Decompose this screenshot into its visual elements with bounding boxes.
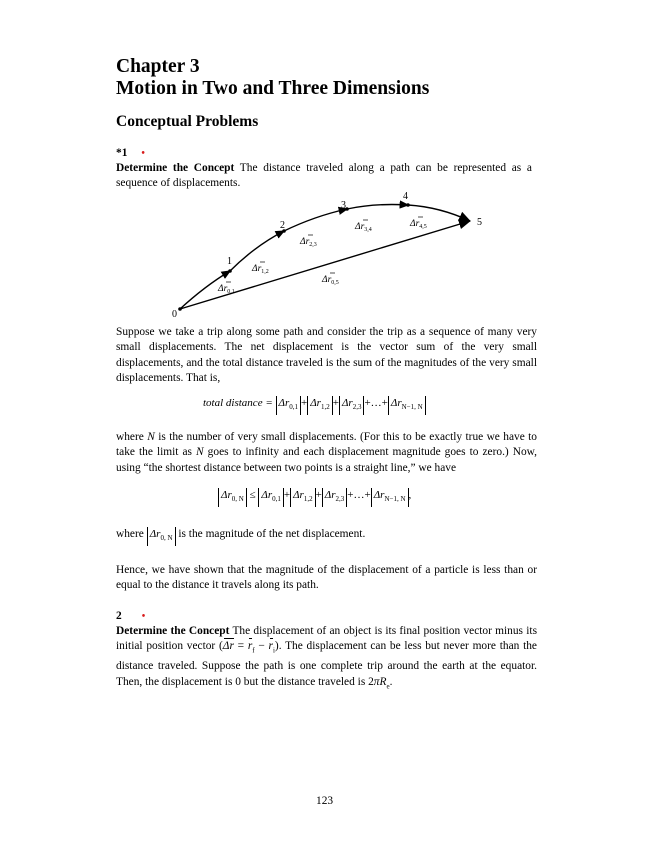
- problem-number: *1: [116, 147, 128, 159]
- paragraph-conclusion: Hence, we have shown that the magnitude of the displacement of a particle is less than or equal to the distance it travels along its path.: [116, 564, 537, 592]
- vector-0-5-net: [180, 221, 470, 309]
- equation-total-distance: [203, 396, 426, 415]
- point-4: [406, 203, 410, 207]
- point-label-4: 4: [403, 191, 408, 202]
- page-number: 123: [316, 795, 334, 807]
- vector-label-4-5: $\Delta r_{4,5}$: [410, 219, 427, 230]
- paragraph-where-n: where N is the number of very small displacements. (For this to be exactly true we have to take the limit as N goes to infinity and each displacement magnitude goes to zero.) Now, using “the shortest distance between two points is a straight line,” we have: [116, 431, 537, 474]
- eq2-leq: ≤: [249, 489, 256, 501]
- vector-label-1-2: $\Delta r_{1,2}$: [252, 264, 269, 275]
- point-label-2: 2: [280, 220, 285, 231]
- point-label-1: 1: [227, 256, 232, 267]
- vector-label-0-5: $\Delta r_{0,5}$: [322, 275, 339, 286]
- vector-label-2-3: $\Delta r_{2,3}$: [300, 237, 317, 248]
- eq1-term-1: $\Delta r_{0,1}$: [276, 396, 302, 415]
- point-label-3: 3: [341, 200, 346, 211]
- problem-number: 2: [116, 610, 122, 622]
- displacement-diagram: [160, 186, 500, 318]
- net-displacement-magnitude: $\Delta r_{0, N}$: [147, 527, 176, 546]
- eq1-lhs: total distance =: [203, 397, 273, 409]
- eq1-term-3: $\Delta r_{2,3}$: [339, 396, 365, 415]
- problem-1-header: [116, 147, 145, 159]
- eq2-term-3: $\Delta r_{2,3}$: [322, 488, 348, 507]
- vector-2-3: [284, 209, 347, 231]
- intro-text: The distance traveled along a path can be represented as a sequence of displacements.: [116, 162, 532, 190]
- eq2-term-4: $\Delta r_{N-1, N}$: [371, 488, 409, 507]
- chapter-number: Chapter 3: [116, 56, 200, 77]
- section-heading: Conceptual Problems: [116, 113, 259, 130]
- point-label-0: 0: [172, 309, 177, 318]
- determine-concept-label: Determine the Concept: [116, 162, 235, 174]
- vector-label-3-4: $\Delta r_{3,4}$: [355, 222, 372, 233]
- problem-2-header: [116, 610, 145, 622]
- chapter-name: Motion in Two and Three Dimensions: [116, 78, 430, 99]
- eq2-term-1: $\Delta r_{0,1}$: [258, 488, 284, 507]
- paragraph-sequence: Suppose we take a trip along some path and consider the trip as a sequence of many very small displacements. The net displacement is the vector sum of the very small displacements, and the total distance traveled is the sum of the magnitudes of the very small displacements. That is,: [116, 326, 537, 385]
- determine-concept-label: Determine the Concept: [116, 625, 230, 637]
- eq1-plus-2: +: [332, 397, 339, 409]
- vector-3-4: [347, 205, 408, 210]
- difficulty-dot-icon: •: [141, 148, 145, 159]
- point-0: [178, 307, 182, 311]
- eq1-ellipsis: +…+: [364, 397, 388, 409]
- eq1-term-2: $\Delta r_{1,2}$: [307, 396, 333, 415]
- point-1: [228, 269, 232, 273]
- paragraph-where-magnitude: where $\Delta r_{0, N}$ is the magnitude of the net displacement.: [116, 527, 537, 546]
- eq1-plus-1: +: [301, 397, 308, 409]
- chapter-title: [116, 56, 429, 100]
- problem-2-text: Determine the Concept The displacement of an object is its final position vector minus its initial position vector $(\Delta r = r_f - r_i)$. The displacement can be less but never more than the distance traveled. Suppose the path is one complete trip around the earth at the equator. Then, the displacement is 0 but the distance traveled is $2\pi R_e$.: [116, 625, 537, 690]
- equation-inequality: $\Delta r_{0, N} \le \Delta r_{0,1} + \Delta r_{1,2} + \Delta r_{2,3}$ +…+ $\Delta r_{N-1, N}$ ,: [218, 488, 411, 507]
- eq1-term-4: $\Delta r_{N-1, N}$: [388, 396, 426, 415]
- vector-label-0-1: $\Delta r_{0,1}$: [218, 284, 235, 295]
- difficulty-dot-icon: •: [141, 611, 146, 622]
- point-label-5: 5: [477, 217, 482, 228]
- eq2-term-2: $\Delta r_{1,2}$: [290, 488, 316, 507]
- eq2-lhs: $\Delta r_{0, N}$: [218, 488, 247, 507]
